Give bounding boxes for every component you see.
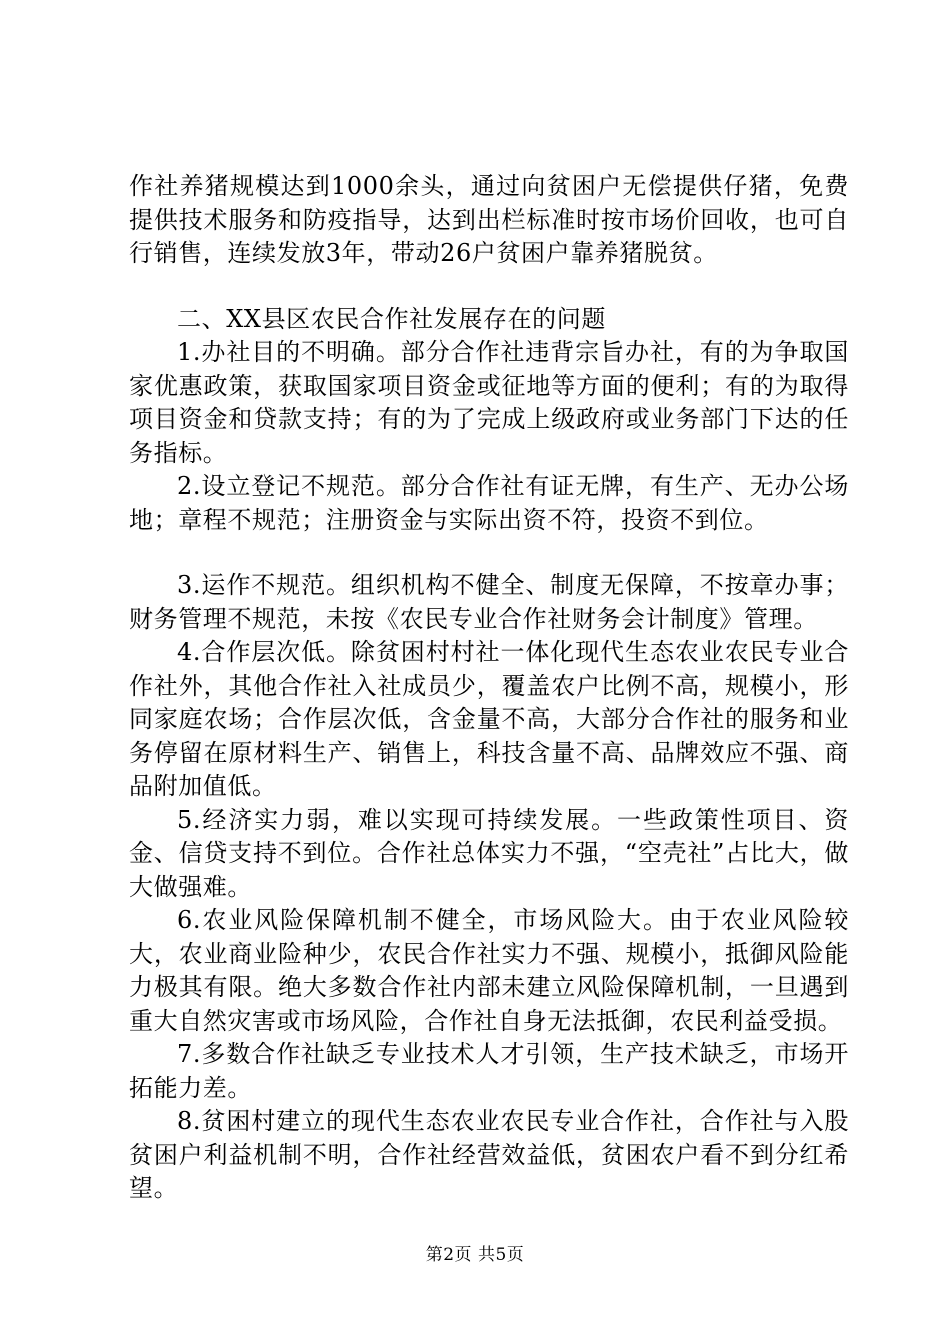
problem-item-6: 6.农业风险保障机制不健全，市场风险大。由于农业风险较大，农业商业险种少，农民合作社实力不强、规模小，抵御风险能力极其有限。绝大多数合作社内部未建立风险保障机制，一旦遇到重大自然灾害或市场风险，合作社自身无法抵御，农民利益受损。	[129, 906, 849, 1035]
problem-item-2: 2.设立登记不规范。部分合作社有证无牌，有生产、无办公场地；章程不规范；注册资金与实际出资不符，投资不到位。	[129, 472, 849, 534]
document-body	[129, 170, 849, 1206]
section-heading: 二、XX县区农民合作社发展存在的问题	[177, 304, 606, 333]
problem-item-1: 1.办社目的不明确。部分合作社违背宗旨办社，有的为争取国家优惠政策，获取国家项目资金或征地等方面的便利；有的为取得项目资金和贷款支持；有的为了完成上级政府或业务部门下达的任务指标。	[129, 338, 849, 467]
problem-item-3: 3.运作不规范。组织机构不健全、制度无保障，不按章办事；财务管理不规范，未按《农民专业合作社财务会计制度》管理。	[129, 571, 849, 633]
page-number-footer: 第2页 共5页	[425, 1245, 525, 1265]
paragraph-continuation: 作社养猪规模达到1000余头，通过向贫困户无偿提供仔猪，免费提供技术服务和防疫指导，达到出栏标准时按市场价回收，也可自行销售，连续发放3年，带动26户贫困户靠养猪脱贫。	[129, 172, 849, 267]
problem-item-5: 5.经济实力弱，难以实现可持续发展。一些政策性项目、资金、信贷支持不到位。合作社总体实力不强，“空壳社”占比大，做大做强难。	[129, 805, 849, 901]
problem-item-7: 7.多数合作社缺乏专业技术人才引领，生产技术缺乏，市场开拓能力差。	[129, 1040, 849, 1102]
problem-item-8: 8.贫困村建立的现代生态农业农民专业合作社，合作社与入股贫困户利益机制不明，合作社经营效益低，贫困农户看不到分红希望。	[129, 1107, 849, 1202]
problem-item-4: 4.合作层次低。除贫困村村社一体化现代生态农业农民专业合作社外，其他合作社入社成员少，覆盖农户比例不高，规模小，形同家庭农场；合作层次低，含金量不高，大部分合作社的服务和业务停留在原材料生产、销售上，科技含量不高、品牌效应不强、商品附加值低。	[129, 638, 849, 800]
